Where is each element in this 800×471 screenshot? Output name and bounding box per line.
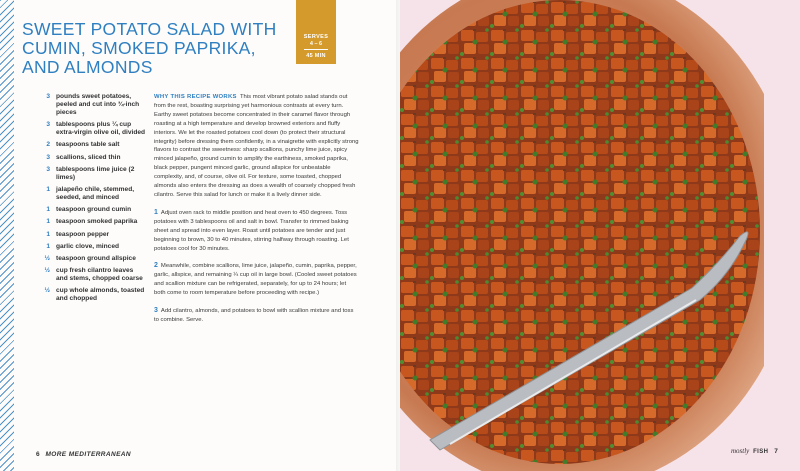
title-line-3: AND ALMONDS xyxy=(22,57,153,77)
title-line-2: CUMIN, SMOKED PAPRIKA, xyxy=(22,38,256,58)
ingredient-qty: 3 xyxy=(46,93,50,100)
ingredient-item xyxy=(36,267,146,283)
ingredient-item xyxy=(36,154,146,162)
ingredient-text: cup whole almonds, toasted and chopped xyxy=(56,287,145,303)
title-line-1: SWEET POTATO SALAD WITH xyxy=(22,19,277,39)
step-list xyxy=(154,209,359,325)
ingredient-text: scallions, sliced thin xyxy=(56,153,121,161)
book-title: MORE MEDITERRANEAN xyxy=(45,451,131,458)
step-number: 2 xyxy=(154,262,158,270)
ingredient-qty: 1 xyxy=(46,230,50,238)
ingredient-text: tablespoons lime juice (2 limes) xyxy=(56,165,135,181)
recipe-step xyxy=(154,209,359,254)
ingredient-qty: 1 xyxy=(46,242,50,250)
recipe-step xyxy=(154,262,359,298)
recipe-title xyxy=(22,20,292,77)
page-edge-hatch xyxy=(0,0,14,471)
ingredient-qty: 3 xyxy=(46,121,50,129)
salad-photo xyxy=(400,0,764,471)
badge-divider xyxy=(304,49,328,50)
ingredient-qty: 1 xyxy=(46,206,50,214)
folio-left xyxy=(36,451,131,458)
ingredient-text: pounds sweet potatoes, peeled and cut into ¾-inch pieces xyxy=(56,93,140,116)
ingredient-qty: ½ xyxy=(44,267,50,275)
ingredient-qty: ½ xyxy=(44,287,50,295)
ingredient-item xyxy=(36,93,146,117)
ingredient-item xyxy=(36,141,146,149)
ingredient-item xyxy=(36,166,146,182)
ingredient-item xyxy=(36,206,146,214)
page-number-right: 7 xyxy=(774,448,778,455)
ingredient-qty: 3 xyxy=(46,165,50,173)
ingredient-text: teaspoons table salt xyxy=(56,141,120,149)
step-text: Adjust oven rack to middle position and heat oven to 450 degrees. Toss potatoes with 3 tablespoons oil and salt in bowl. Transfer to rimmed baking sheet and spread into even layer. Roast until potatoes are tender and just beginning to brown, 30 to 40 minutes, stirring halfway through roasting. Let potatoes cool for 30 minutes. xyxy=(154,209,349,252)
ingredient-item xyxy=(36,243,146,251)
ingredient-qty: 3 xyxy=(46,153,50,161)
serves-count: 4 – 6 xyxy=(309,41,323,47)
serves-label: SERVES xyxy=(303,34,329,40)
step-text: Add cilantro, almonds, and potatoes to bowl with scallion mixture and toss to combine. Serve. xyxy=(154,308,354,323)
ingredient-text: teaspoon pepper xyxy=(56,230,110,238)
ingredient-text: cup fresh cilantro leaves and stems, chopped coarse xyxy=(56,267,143,283)
ingredient-text: teaspoon ground allspice xyxy=(56,254,136,262)
cook-time: 45 MIN xyxy=(306,53,326,59)
why-paragraph xyxy=(154,93,359,200)
ingredient-qty: 1 xyxy=(46,185,50,193)
ingredient-text: teaspoon ground cumin xyxy=(56,206,132,214)
ingredient-item xyxy=(36,287,146,303)
ingredient-text: tablespoons plus ¼ cup extra-virgin olive oil, divided xyxy=(56,121,146,137)
ingredient-qty: ½ xyxy=(44,254,50,262)
ingredient-text: jalapeño chile, stemmed, seeded, and minced xyxy=(56,185,135,201)
ingredient-item xyxy=(36,231,146,239)
ingredient-text: garlic clove, minced xyxy=(56,242,120,250)
recipe-body xyxy=(154,93,359,334)
step-number: 3 xyxy=(154,307,158,315)
why-text: This most vibrant potato salad stands out from the rest, boasting surprising yet harmonious contrasts at every turn. Earthy sweet potatoes become concentrated in their caramel flavor through roasting at a high temperature and develop browned exteriors and fluffy interiors. We let the roasted potatoes cool down (to protect their structural integrity) before dressing them confidently, in a vinaigrette with explicitly strong flavors to contrast the sweetness: sharp scallions, punchy lime juice, spicy minced jalapeño, ground cumin to amplify the earthiness, smoked paprika, black pepper, pungent minced garlic, ground allspice for unbeatable complexity, and, of course, olive oil. For texture, some toasted, chopped almonds also enters the dressing as does a wealth of coarsely chopped fresh cilantro. Serve this salad for lunch or make it a lively dinner side. xyxy=(154,94,359,198)
recipe-step xyxy=(154,307,359,325)
ingredient-qty: 2 xyxy=(46,141,50,149)
ingredient-item xyxy=(36,255,146,263)
serves-badge xyxy=(296,0,336,64)
page-number-left: 6 xyxy=(36,451,40,458)
ingredient-item xyxy=(36,186,146,202)
why-heading: WHY THIS RECIPE WORKS xyxy=(154,94,237,100)
step-text: Meanwhile, combine scallions, lime juice, jalapeño, cumin, paprika, pepper, garlic, allspice, and remaining ¼ cup oil in large bowl. (Cooled sweet potatoes and scallion mixture can be refrigerated, separately, for up to 24 hours; let both come to room temperature before proceeding with recipe.) xyxy=(154,263,357,297)
ingredient-list xyxy=(36,93,146,307)
ingredient-item xyxy=(36,218,146,226)
step-number: 1 xyxy=(154,208,158,216)
ingredient-item xyxy=(36,121,146,137)
chapter-mostly: mostly xyxy=(731,447,750,455)
ingredient-text: teaspoon smoked paprika xyxy=(56,218,138,226)
folio-right xyxy=(731,447,778,455)
chapter-fish: FISH xyxy=(753,449,769,455)
ingredient-qty: 1 xyxy=(46,218,50,226)
